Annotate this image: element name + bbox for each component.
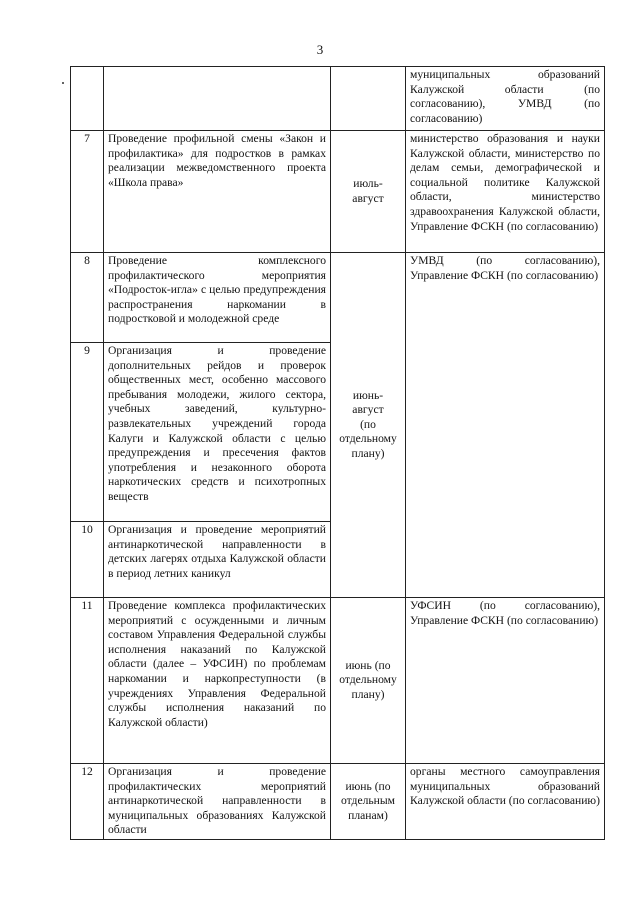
event-cell: Организация и проведение профилактических мероприятий антинаркотической направленности в муниципальных образованиях Калужской области bbox=[104, 764, 331, 840]
row-number: 9 bbox=[71, 343, 104, 522]
date-cell bbox=[331, 67, 406, 131]
event-cell: Организация и проведение дополнительных рейдов и проверок общественных мест, особенно массового пребывания молодежи, жилого сектора, учебных заведений, культурно-развлекательных учреждений города Калуги и Калужской области с целью предупреждения и пресечения фактов употребления и незаконного оборота наркотических средств и психотропных веществ bbox=[104, 343, 331, 522]
event-cell: Проведение комплекса профилактических мероприятий с осужденными и личным составом Управления Федеральной службы исполнения наказаний по Калужской области (далее – УФСИН) по проблемам наркомании и наркопреступности (в учреждениях Управления Федеральной службы исполнения наказаний по Калужской области) bbox=[104, 598, 331, 764]
date-cell: июнь- август (по отдельному плану) bbox=[331, 253, 406, 598]
table-row bbox=[71, 598, 605, 764]
table-row bbox=[71, 67, 605, 131]
executors-cell: муниципальных образований Калужской области (по согласованию), УМВД (по согласованию) bbox=[406, 67, 605, 131]
row-number: 11 bbox=[71, 598, 104, 764]
scan-speck bbox=[62, 82, 64, 84]
page-number: 3 bbox=[316, 42, 324, 57]
date-cell: июль- август bbox=[331, 131, 406, 253]
event-cell bbox=[104, 67, 331, 131]
row-number: 12 bbox=[71, 764, 104, 840]
plan-table bbox=[70, 66, 605, 840]
executors-cell: УМВД (по согласованию), Управление ФСКН (по согласованию) bbox=[406, 253, 605, 598]
row-number: 8 bbox=[71, 253, 104, 343]
executors-cell: УФСИН (по согласованию), Управление ФСКН (по согласованию) bbox=[406, 598, 605, 764]
row-number bbox=[71, 67, 104, 131]
date-cell: июнь (по отдельному плану) bbox=[331, 598, 406, 764]
row-number: 10 bbox=[71, 522, 104, 598]
executors-cell: министерство образования и науки Калужской области, министерство по делам семьи, демографической и социальной политике Калужской области, министерство здравоохранения Калужской области, Управление ФСКН (по согласованию) bbox=[406, 131, 605, 253]
table-row bbox=[71, 253, 605, 343]
event-cell: Проведение профильной смены «Закон и профилактика» для подростков в рамках реализации межведомственного проекта «Школа права» bbox=[104, 131, 331, 253]
event-cell: Организация и проведение мероприятий антинаркотической направленности в детских лагерях отдыха Калужской области в период летних каникул bbox=[104, 522, 331, 598]
executors-cell: органы местного самоуправления муниципальных образований Калужской области (по согласованию) bbox=[406, 764, 605, 840]
event-cell: Проведение комплексного профилактического мероприятия «Подросток-игла» с целью предупреждения распространения наркомании в подростковой и молодежной среде bbox=[104, 253, 331, 343]
table-row bbox=[71, 131, 605, 253]
date-cell: июнь (по отдельным планам) bbox=[331, 764, 406, 840]
table-row bbox=[71, 764, 605, 840]
row-number: 7 bbox=[71, 131, 104, 253]
